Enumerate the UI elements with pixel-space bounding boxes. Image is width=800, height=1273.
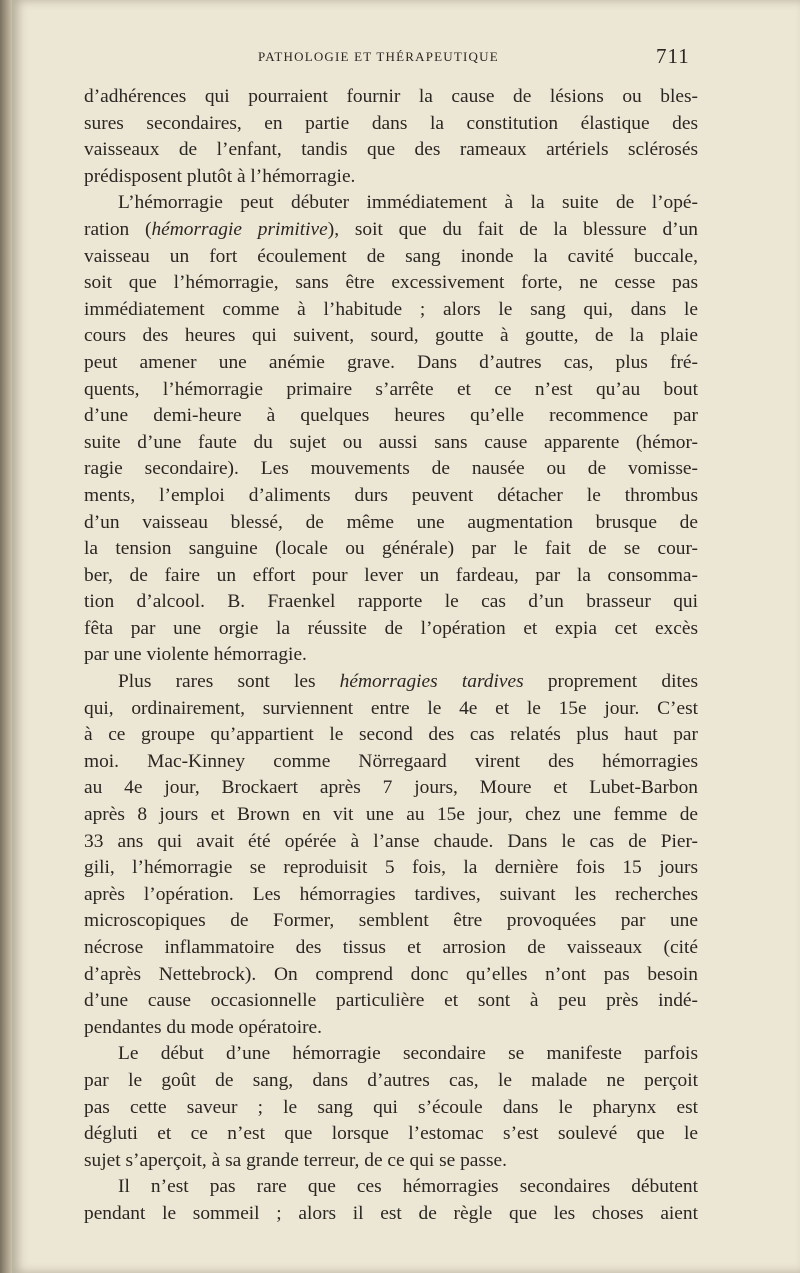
text-line-mixed bbox=[84, 669, 698, 696]
emphasis-hemorragies-tardives: hémorragies tardives bbox=[339, 671, 524, 693]
text-line: tion d’alcool. B. Fraenkel rapporte le cas d’un brasseur qui bbox=[84, 591, 698, 613]
text-line: immédiatement comme à l’habitude ; alors le sang qui, dans le bbox=[84, 298, 698, 320]
paragraph-3 bbox=[84, 669, 698, 1041]
text-line: après 8 jours et Brown en vit une au 15e jour, chez une femme de bbox=[84, 804, 698, 826]
text-line: ragie secondaire). Les mouvements de nausée ou de vomisse- bbox=[84, 458, 698, 480]
text-line: gili, l’hémorragie se reproduisit 5 fois, la dernière fois 15 jours bbox=[84, 857, 698, 879]
paragraph-2 bbox=[84, 190, 698, 669]
text-run: ration ( bbox=[84, 218, 152, 240]
text-line: prédisposent plutôt à l’hémorragie. bbox=[84, 165, 356, 187]
book-gutter bbox=[0, 0, 12, 1273]
text-line: d’après Nettebrock). On comprend donc qu’elles n’ont pas besoin bbox=[84, 963, 698, 985]
paragraph-5 bbox=[84, 1174, 698, 1227]
text-line: d’une demi-heure à quelques heures qu’elle recommence par bbox=[84, 405, 698, 427]
text-line: vaisseaux de l’enfant, tandis que des rameaux artériels sclérosés bbox=[84, 139, 698, 161]
text-line: Le début d’une hémorragie secondaire se manifeste parfois bbox=[118, 1043, 698, 1065]
running-title: PATHOLOGIE ET THÉRAPEUTIQUE bbox=[258, 49, 499, 64]
text-line: cours des heures qui suivent, sourd, goutte à goutte, de la plaie bbox=[84, 325, 698, 347]
text-line: par le goût de sang, dans d’autres cas, le malade ne perçoit bbox=[84, 1069, 698, 1091]
text-line: 33 ans qui avait été opérée à l’anse chaude. Dans le cas de Pier- bbox=[84, 830, 698, 852]
text-line: après l’opération. Les hémorragies tardives, suivant les recherches bbox=[84, 883, 698, 905]
text-line: à ce groupe qu’appartient le second des cas relatés plus haut par bbox=[84, 724, 698, 746]
text-line-mixed bbox=[84, 217, 698, 244]
text-run: ), soit que du fait de la blessure d’un bbox=[327, 218, 698, 240]
text-line: nécrose inflammatoire des tissus et arrosion de vaisseaux (cité bbox=[84, 937, 698, 958]
emphasis-hemorragie-primitive: hémorragie primitive bbox=[151, 218, 328, 240]
text-line: pendantes du mode opératoire. bbox=[84, 1016, 322, 1038]
paragraph-4 bbox=[84, 1041, 698, 1174]
text-line: pas cette saveur ; le sang qui s’écoule dans le pharynx est bbox=[84, 1096, 698, 1118]
text-line: par une violente hémorragie. bbox=[84, 644, 307, 666]
text-line: dégluti et ce n’est que lorsque l’estomac s’est soulevé que le bbox=[84, 1123, 698, 1145]
text-line: microscopiques de Former, semblent être provoquées par une bbox=[84, 910, 698, 932]
text-line: quents, l’hémorragie primaire s’arrête et ce n’est qu’au bout bbox=[84, 378, 698, 400]
text-line: fêta par une orgie la réussite de l’opération et expia cet excès bbox=[84, 617, 698, 639]
text-line: Il n’est pas rare que ces hémorragies secondaires débutent bbox=[118, 1176, 698, 1198]
text-line: d’un vaisseau blessé, de même une augmentation brusque de bbox=[84, 511, 698, 533]
body-text bbox=[84, 84, 698, 1228]
text-line: sures secondaires, en partie dans la constitution élastique des bbox=[84, 112, 698, 134]
text-line: qui, ordinairement, surviennent entre le 4e et le 15e jour. C’est bbox=[84, 697, 698, 719]
text-line: sujet s’aperçoit, à sa grande terreur, de ce qui se passe. bbox=[84, 1149, 507, 1171]
text-line: la tension sanguine (locale ou générale) par le fait de se cour- bbox=[84, 538, 698, 560]
text-line: vaisseau un fort écoulement de sang inonde la cavité buccale, bbox=[84, 245, 698, 267]
text-line: d’adhérences qui pourraient fournir la cause de lésions ou bles- bbox=[84, 86, 698, 107]
text-run: proprement dites bbox=[523, 671, 699, 693]
text-line: L’hémorragie peut débuter immédiatement à la suite de l’opé- bbox=[118, 192, 698, 214]
text-line: pendant le sommeil ; alors il est de règle que les choses aient bbox=[84, 1202, 698, 1224]
text-line: ber, de faire un effort pour lever un fardeau, par la consomma- bbox=[84, 564, 698, 586]
text-line: ments, l’emploi d’aliments durs peuvent détacher le thrombus bbox=[84, 484, 698, 506]
text-line: suite d’une faute du sujet ou aussi sans cause apparente (hémor- bbox=[84, 431, 698, 453]
text-line: peut amener une anémie grave. Dans d’autres cas, plus fré- bbox=[84, 351, 698, 373]
page-number: 711 bbox=[656, 44, 690, 68]
text-line: au 4e jour, Brockaert après 7 jours, Moure et Lubet-Barbon bbox=[84, 777, 698, 799]
text-line: d’une cause occasionnelle particulière et sont à peu près indé- bbox=[84, 990, 698, 1012]
text-line: soit que l’hémorragie, sans être excessivement forte, ne cesse pas bbox=[84, 272, 698, 294]
page-header bbox=[0, 44, 800, 74]
text-line: moi. Mac-Kinney comme Nörregaard virent des hémorragies bbox=[84, 750, 698, 772]
paragraph-1 bbox=[84, 84, 698, 190]
text-run: Plus rares sont les bbox=[118, 671, 340, 693]
